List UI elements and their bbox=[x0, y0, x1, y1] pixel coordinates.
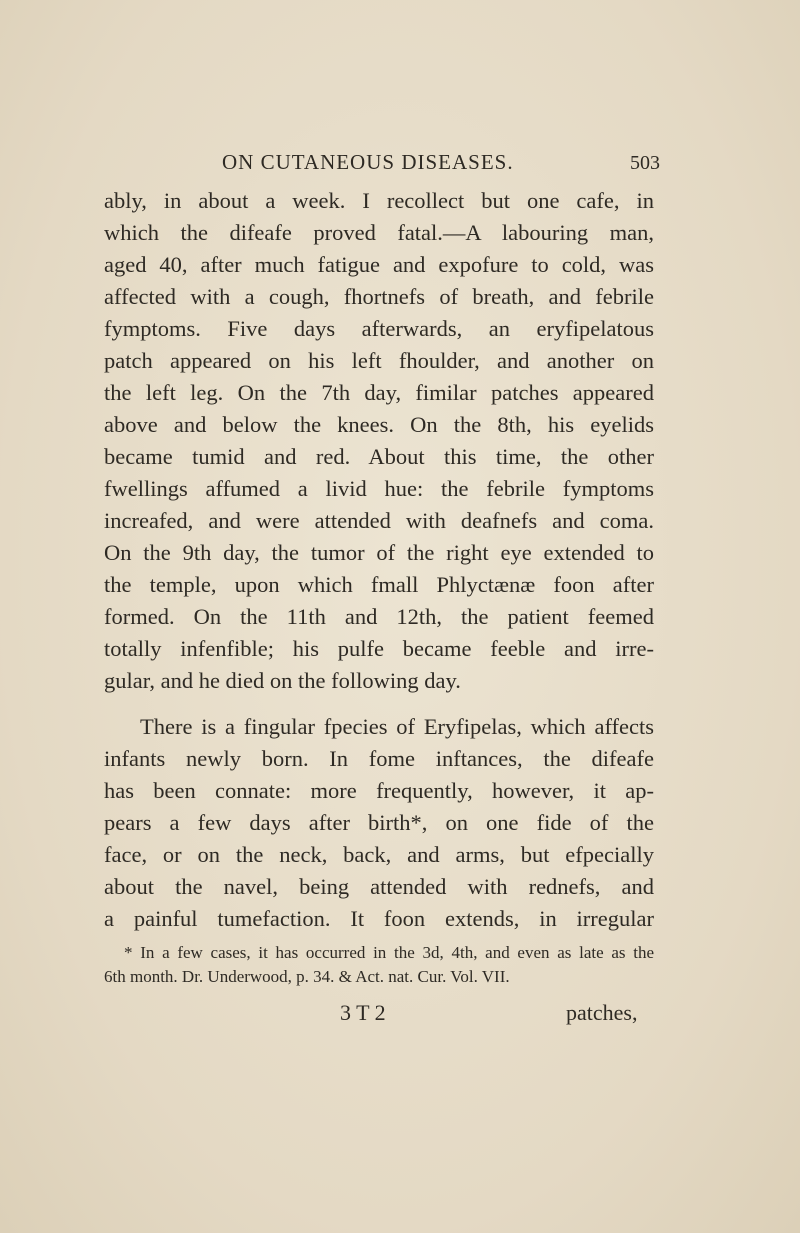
signature-mark: 3 T 2 bbox=[340, 1000, 386, 1025]
text-line: fwellings affumed a livid hue: the febrile fymptoms bbox=[104, 476, 654, 501]
text-line: face, or on the neck, back, and arms, but efpecially bbox=[104, 842, 654, 867]
text-line: affected with a cough, fhortnefs of breath, and febrile bbox=[104, 284, 654, 309]
text-line: On the 9th day, the tumor of the right eye extended to bbox=[104, 540, 654, 565]
text-line: the left leg. On the 7th day, fimilar patches appeared bbox=[104, 380, 654, 405]
running-head: ON CUTANEOUS DISEASES. bbox=[222, 150, 514, 174]
text-line: formed. On the 11th and 12th, the patient feemed bbox=[104, 604, 654, 629]
text-line: totally infenfible; his pulfe became feeble and irre- bbox=[104, 636, 654, 661]
text-line: aged 40, after much fatigue and expofure to cold, was bbox=[104, 252, 654, 277]
page-header bbox=[100, 150, 660, 182]
text-line: a painful tumefaction. It foon extends, in irregular bbox=[104, 906, 654, 931]
text-line: became tumid and red. About this time, the other bbox=[104, 444, 654, 469]
text-line: fymptoms. Five days afterwards, an eryfipelatous bbox=[104, 316, 654, 341]
text-line: ably, in about a week. I recollect but one cafe, in bbox=[104, 188, 654, 213]
text-line: about the navel, being attended with rednefs, and bbox=[104, 874, 654, 899]
text-line: There is a fingular fpecies of Eryfipelas, which affects bbox=[140, 714, 654, 739]
text-line: above and below the knees. On the 8th, his eyelids bbox=[104, 412, 654, 437]
text-line: gular, and he died on the following day. bbox=[104, 668, 461, 693]
text-line: patch appeared on his left fhoulder, and another on bbox=[104, 348, 654, 373]
page-number: 503 bbox=[630, 152, 660, 174]
text-line: which the difeafe proved fatal.—A labouring man, bbox=[104, 220, 654, 245]
text-line: infants newly born. In fome inftances, the difeafe bbox=[104, 746, 654, 771]
catchword: patches, bbox=[566, 1000, 638, 1025]
footnote-line: 6th month. Dr. Underwood, p. 34. & Act. nat. Cur. Vol. VII. bbox=[104, 967, 510, 986]
text-line: pears a few days after birth*, on one fide of the bbox=[104, 810, 654, 835]
footnote-line: * In a few cases, it has occurred in the 3d, 4th, and even as late as the bbox=[124, 943, 654, 962]
text-line: increafed, and were attended with deafnefs and coma. bbox=[104, 508, 654, 533]
text-line: has been connate: more frequently, however, it ap- bbox=[104, 778, 654, 803]
text-line: the temple, upon which fmall Phlyctænæ foon after bbox=[104, 572, 654, 597]
